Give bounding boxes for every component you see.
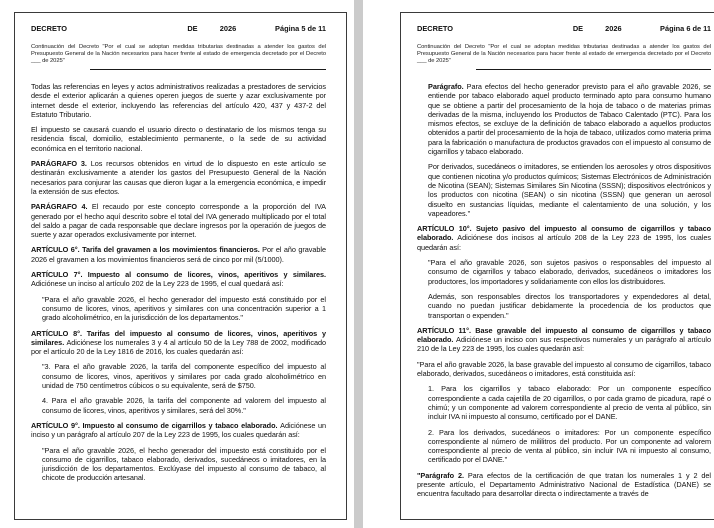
paragraph: "Para el año gravable 2026, la base gravable del impuesto al consumo de cigarrillos, tabaco elaborado, derivados, sucedáneos o imitadores, está constituida así:	[417, 359, 711, 379]
paragraph: "Parágrafo 2. Para efectos de la certificación de que tratan los numerales 1 y 2 del presente artículo, el Departamento Administrativo Nacional de Estadística (DANE) se encuentra facultado para desarrollar directa o indirectamente a través de	[417, 470, 711, 499]
paragraph-lead: ARTÍCULO 8°. Tarifas del impuesto al consumo de licores, vinos, aperitivos y similares.	[31, 328, 326, 347]
paragraph: 4. Para el año gravable 2026, la tarifa del componente ad valorem del impuesto al consumo de licores, vinos, aperitivos y similares, será del 30%."	[42, 396, 326, 415]
page-gutter	[354, 0, 363, 528]
decree-de: DE	[187, 24, 198, 33]
paragraph-lead: ARTÍCULO 6°. Tarifa del gravamen a los movimientos financieros.	[31, 245, 263, 255]
paragraph: "Para el año gravable 2026, el hecho generador del impuesto está constituido por el consumo de licores, vinos, aperitivos y similares con una concentración superior a 1 grado alcoholimétrico, en la jurisdicción de los departamentos."	[42, 294, 326, 323]
paragraph: Además, son responsables directos los transportadores y expendedores al detal, cuando no puedan justificar debidamente la procedencia de los productos que transportan o expenden."	[428, 291, 711, 320]
paragraph-lead: "Parágrafo 2.	[417, 470, 468, 480]
paragraph-lead: PARÁGRAFO 3.	[31, 159, 91, 169]
page-body	[417, 82, 711, 499]
paragraph: ARTÍCULO 11°. Base gravable del impuesto al consumo de cigarrillos y tabaco elaborado. Adiciónese un inciso con sus respectivos numerales y un parágrafo al artículo 210 de la Ley 223 de 1995, los cuales quedarán así:	[417, 325, 711, 354]
decree-de: DE	[572, 24, 584, 33]
paragraph: "Para el año gravable 2026, son sujetos pasivos o responsables del impuesto al consumo de cigarrillos y tabaco elaborado, derivados, sucedáneos o imitadores los productores, los importadores y solidariamente con ellos los distribuidores.	[428, 258, 711, 286]
header-divider	[90, 69, 326, 70]
paragraph-lead: ARTÍCULO 11°. Base gravable del impuesto al consumo de cigarrillos y tabaco elaborado.	[417, 325, 711, 345]
paragraph-lead: ARTÍCULO 7°. Impuesto al consumo de licores, vinos, aperitivos y similares.	[31, 270, 326, 280]
paragraph: 1. Para los cigarrillos y tabaco elaborado: Por un componente específico correspondiente a cada cajetilla de 20 cigarrillos, o por cada gramo de picadura, rapé o chimú; y un componente ad valorem correspondiente al precio de venta al público, sin incluir IVA ni impuesto al consumo, certificado por el DANE.	[428, 384, 711, 422]
page-body	[31, 82, 326, 483]
paragraph: Por derivados, sucedáneos o imitadores, se entienden los aerosoles y otros dispositivos que contienen nicotina y/o productos químicos; Sistemas Electrónicos de Administración de Nicotina (SEAN); Sistemas Similares Sin Nicotina (SSSN); dispositivos electrónicos y los productos con nicotina (SEAN) o sin nicotina (SSSN) que generan un aerosol disuelto en sustancias líquidas, mediante el calentamiento de una solución, y los vapeadores."	[428, 162, 711, 218]
paragraph: PARÁGRAFO 3. Los recursos obtenidos en virtud de lo dispuesto en este artículo se destinarán exclusivamente a atender los gastos del Presupuesto General de la Nación necesarios para conjurar las causas que dieron lugar a la emergencia económica, e impedir la extensión de sus efectos.	[31, 159, 326, 196]
page-6	[400, 12, 714, 520]
paragraph: PARÁGRAFO 4. El recaudo por este concepto corresponde a la proporción del IVA generado por el hecho aquí descrito sobre el total del IVA generado multiplicado por el total del saldo a pagar de cada responsable que declare ingresos por la operación de juegos de suerte y azar operados exclusivamente por internet.	[31, 202, 326, 240]
paragraph: Parágrafo. Para efectos del hecho generador previsto para el año gravable 2026, se entiende por tabaco elaborado aquel producto terminado apto para consumo humano que se obtiene a partir del procesamiento de la hoja de tabaco o de materias primas derivadas de la misma, incluyendo los Productos de Tabaco Calentado (PTC). Para los mismos efectos, se excluye de la definición de tabaco elaborado a aquellos productos obtenidos a partir del procesamiento de la hoja de tabaco, utilizados como materia prima para la fabricación o manufactura de productos gravados con el impuesto al consumo de cigarrillos y tabaco elaborado.	[428, 82, 711, 157]
page-number: Página 6 de 11	[660, 24, 711, 33]
paragraph-lead: PARÁGRAFO 4.	[31, 202, 92, 212]
page-header	[31, 24, 326, 35]
paragraph-lead: ARTÍCULO 9°. Impuesto al consumo de cigarrillos y tabaco elaborado.	[31, 420, 281, 430]
paragraph-lead: Parágrafo.	[428, 82, 467, 91]
paragraph: Todas las referencias en leyes y actos administrativos realizadas a prestadores de servicios desde el exterior aplicarán a quienes operen juegos de suerte y azar exclusivamente por internet desde el exterior, incluyendo las referencias del artículo 420, 437 y 437-2 del Estatuto Tributario.	[31, 82, 326, 119]
header-divider	[476, 69, 711, 70]
paragraph: ARTÍCULO 8°. Tarifas del impuesto al consumo de licores, vinos, aperitivos y similares. Adiciónese los numerales 3 y 4 al artículo 50 de la Ley 788 de 2002, modificado por el artículo 20 de la Ley 1816 de 2016, los cuales quedarán así:	[31, 328, 326, 357]
paragraph-lead: ARTÍCULO 10°. Sujeto pasivo del impuesto al consumo de cigarrillos y tabaco elaborado.	[417, 224, 711, 243]
continuation-note: Continuación del Decreto "Por el cual se adoptan medidas tributarias destinadas a atender los gastos del Presupuesto General de la Nación necesarios para hacer frente al estado de emergencia decretado por el Decreto ___ de 2025"	[31, 44, 326, 64]
paragraph: 2. Para los derivados, sucedáneos o imitadores: Por un componente específico correspondiente al número de mililitros del producto. Por un componente ad valorem correspondiente al precio de venta al público, sin incluir IVA ni impuesto al consumo, certificado por el DANE."	[428, 427, 711, 465]
paragraph: "3. Para el año gravable 2026, la tarifa del componente específico del impuesto al consumo de licores, vinos, aperitivos y similares por cada grado alcoholimétrico en unidad de 750 centímetros cúbicos o su equivalente, será de $750.	[42, 362, 326, 391]
paragraph: ARTÍCULO 9°. Impuesto al consumo de cigarrillos y tabaco elaborado. Adiciónese un inciso y un parágrafo al artículo 207 de la Ley 223 de 1995, los cuales quedarán así:	[31, 420, 326, 440]
continuation-note: Continuación del Decreto "Por el cual se adoptan medidas tributarias destinadas a atender los gastos del Presupuesto General de la Nación necesarios para hacer frente al estado de emergencia decretado por el Decreto ___ de 2025"	[417, 44, 711, 64]
paragraph: "Para el año gravable 2026, el hecho generador del impuesto está constituido por el consumo de cigarrillos, tabaco elaborado, derivados, sucedáneos o imitadores, en la jurisdicción de los departamentos. Exclúyase del impuesto al consumo de tabaco, al chicote de producción artesanal.	[42, 445, 326, 483]
decree-year: 2026	[605, 24, 622, 33]
page-number: Página 5 de 11	[275, 24, 326, 33]
page-header	[417, 24, 711, 35]
decree-title: DECRETO	[31, 24, 68, 33]
paragraph: ARTÍCULO 6°. Tarifa del gravamen a los movimientos financieros. Por el año gravable 2026 el gravamen a los movimientos financieros será de cinco por mil (5/1000).	[31, 245, 326, 264]
decree-year: 2026	[219, 24, 237, 33]
paragraph: ARTÍCULO 7°. Impuesto al consumo de licores, vinos, aperitivos y similares. Adiciónese un inciso al artículo 202 de la Ley 223 de 1995, el cual quedará así:	[31, 270, 326, 289]
decree-title: DECRETO	[417, 24, 454, 33]
page-5	[14, 12, 347, 520]
paragraph: El impuesto se causará cuando el usuario directo o destinatario de los mismos tenga su residencia fiscal, domicilio, establecimiento permanente, o la sede de su actividad económica en el territorio nacional.	[31, 125, 326, 153]
paragraph: ARTÍCULO 10°. Sujeto pasivo del impuesto al consumo de cigarrillos y tabaco elaborado. Adiciónese dos incisos al artículo 208 de la Ley 223 de 1995, los cuales quedarán así:	[417, 224, 711, 252]
